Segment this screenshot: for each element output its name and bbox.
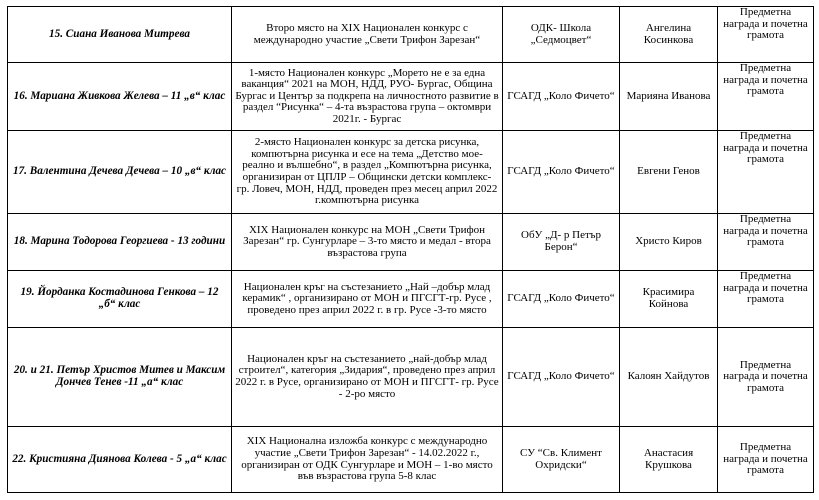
award-cell: Предметна награда и почетна грамота <box>718 328 814 427</box>
competition-description: XIX Национален конкурс на МОН „Свети Трифон Зарезан“ гр. Сунгурларе – 3-то място и медал - втора възрастова група <box>232 214 503 271</box>
school-name: ОДК- Школа „Седмоцвет“ <box>503 7 620 63</box>
school-name: ОбУ „Д- р Петър Берон“ <box>503 214 620 271</box>
table-row <box>8 131 814 214</box>
award-cell: Предметна награда и почетна грамота <box>718 427 814 493</box>
student-name: 15. Сиана Иванова Митрева <box>8 7 232 63</box>
school-name: ГСАГД „Коло Фичето“ <box>503 131 620 214</box>
teacher-name: Евгени Генов <box>620 131 718 214</box>
school-name: ГСАГД „Коло Фичето“ <box>503 63 620 131</box>
teacher-name: Красимира Койнова <box>620 271 718 328</box>
award-cell: Предметна награда и почетна грамота <box>718 214 814 271</box>
table-row <box>8 63 814 131</box>
table-row <box>8 427 814 493</box>
student-name: 19. Йорданка Костадинова Генкова – 12 „б“ клас <box>8 271 232 328</box>
student-name: 22. Кристияна Диянова Колева - 5 „а“ клас <box>8 427 232 493</box>
student-name: 18. Марина Тодорова Георгиева - 13 години <box>8 214 232 271</box>
student-name: 17. Валентина Дечева Дечева – 10 „в“ клас <box>8 131 232 214</box>
competition-description: Второ място на XIX Национален конкурс с международно участие „Свети Трифон Зарезан“ <box>232 7 503 63</box>
student-name: 16. Мариана Живкова Желева – 11 „в“ клас <box>8 63 232 131</box>
competition-description: XIX Национална изложба конкурс с международно участие „Свети Трифон Зарезан“ - 14.02.2022 г., организиран от ОДК Сунгурларе и МОН – 1-во място във възрастова група 5-8 клас <box>232 427 503 493</box>
competition-description: 1-място Национален конкурс „Морето не е за една ваканция“ 2021 на МОН, НДД, РУО- Бургас, Община Бургас и Център за подкрепа на личностното развитие в раздел “Рисунка“ – 4-та възрастова група – октомври 2021г. - Бургас <box>232 63 503 131</box>
award-cell: Предметна награда и почетна грамота <box>718 131 814 214</box>
table-row <box>8 214 814 271</box>
table-row <box>8 271 814 328</box>
teacher-name: Ангелина Косинкова <box>620 7 718 63</box>
teacher-name: Марияна Иванова <box>620 63 718 131</box>
school-name: ГСАГД „Коло Фичето“ <box>503 271 620 328</box>
teacher-name: Христо Киров <box>620 214 718 271</box>
table-row <box>8 328 814 427</box>
competition-description: Национален кръг на състезанието „Най –добър млад керамик“ , организирано от МОН и ПГСГТ-гр. Русе , проведено през април 2022 г. в гр. Русе -3-то място <box>232 271 503 328</box>
table-row <box>8 7 814 63</box>
award-cell: Предметна награда и почетна грамота <box>718 63 814 131</box>
teacher-name: Анастасия Крушкова <box>620 427 718 493</box>
school-name: СУ “Св. Климент Охридски“ <box>503 427 620 493</box>
competition-description: Национален кръг на състезанието „най-добър млад строител“, категория „Зидария“, проведено през април 2022 г. в Русе, организирано от МОН и ПГСГТ- гр. Русе - 2-ро място <box>232 328 503 427</box>
teacher-name: Калоян Хайдутов <box>620 328 718 427</box>
student-name: 20. и 21. Петър Христов Митев и Максим Дончев Тенев -11 „а“ клас <box>8 328 232 427</box>
awards-table <box>7 6 814 493</box>
award-cell: Предметна награда и почетна грамота <box>718 7 814 63</box>
award-cell: Предметна награда и почетна грамота <box>718 271 814 328</box>
competition-description: 2-място Национален конкурс за детска рисунка, компютърна рисунка и есе на тема „Детство мое- реално и вълшебно“, в раздел „Компютърна рисунка, организиран от ЦПЛР – Общински детски комплекс- гр. Ловеч, МОН, НДД, проведен през месец април 2022 г.компютърна рисунка <box>232 131 503 214</box>
school-name: ГСАГД „Коло Фичето“ <box>503 328 620 427</box>
